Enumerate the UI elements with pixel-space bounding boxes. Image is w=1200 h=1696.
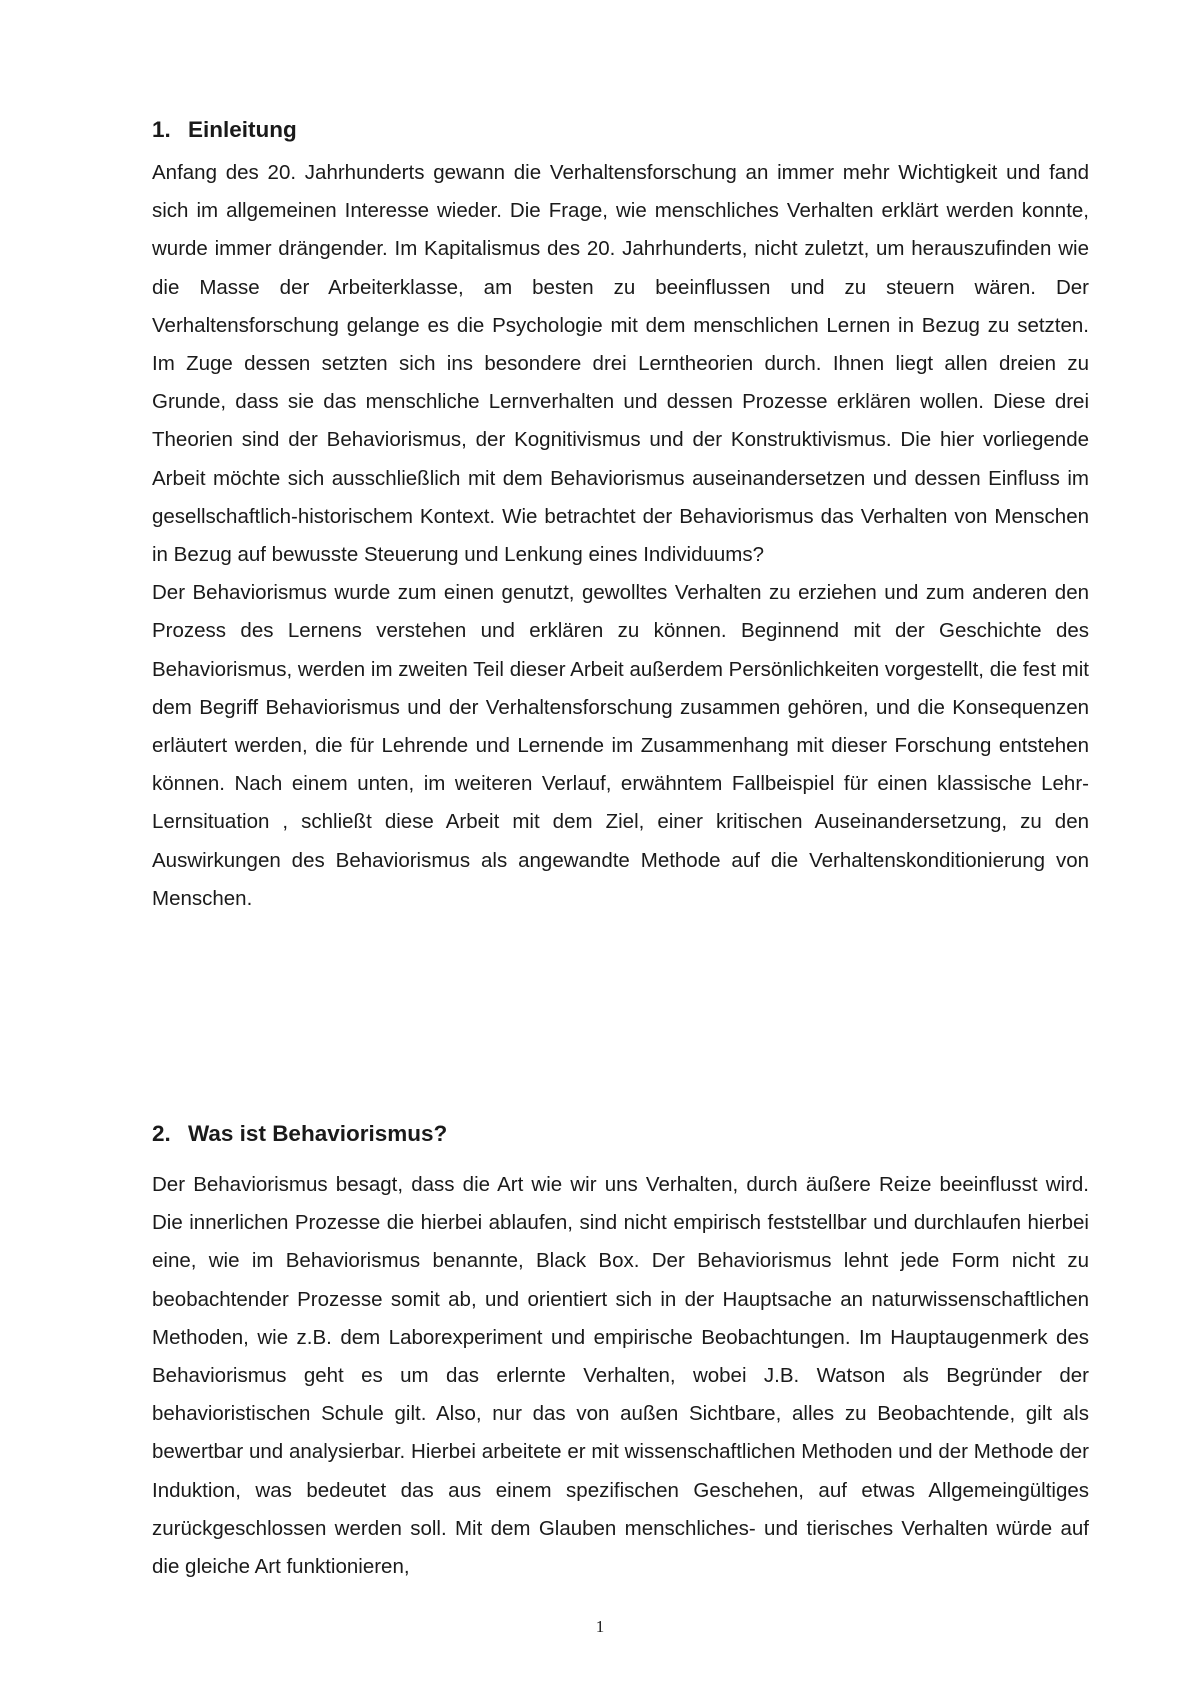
section-title: Was ist Behaviorismus? — [188, 1121, 448, 1146]
paragraph: Der Behaviorismus wurde zum einen genutzt, gewolltes Verhalten zu erziehen und zum anderen den Prozess des Lernens verstehen und erklären zu können. Beginnend mit der Geschichte des Behaviorismus, werden im zweiten Teil dieser Arbeit außerdem Persönlichkeiten vorgestellt, die fest mit dem Begriff Behaviorismus und der Verhaltensforschung zusammen gehören, und die Konsequenzen erläutert werden, die für Lehrende und Lernende im Zusammenhang mit dieser Forschung entstehen können. Nach einem unten, im weiteren Verlauf, erwähntem Fallbeispiel für einen klassische Lehr-Lernsituation , schließt diese Arbeit mit dem Ziel, einer kritischen Auseinandersetzung, zu den Auswirkungen des Behaviorismus als angewandte Methode auf die Verhaltenskonditionierung von Menschen. — [152, 581, 1089, 910]
section-number: 1. — [152, 117, 171, 142]
section-number: 2. — [152, 1121, 171, 1146]
page-number: 1 — [595, 1617, 605, 1636]
paragraph: Der Behaviorismus besagt, dass die Art wie wir uns Verhalten, durch äußere Reize beeinflusst wird. Die innerlichen Prozesse die hierbei ablaufen, sind nicht empirisch feststellbar und durchlaufen hierbei eine, wie im Behaviorismus benannte, Black Box. Der Behaviorismus lehnt jede Form nicht zu beobachtender Prozesse somit ab, und orientiert sich in der Hauptsache an naturwissenschaftlichen Methoden, wie z.B. dem Laborexperiment und empirische Beobachtungen. Im Hauptaugenmerk des Behaviorismus geht es um das erlernte Verhalten, wobei J.B. Watson als Begründer der behavioristischen Schule gilt. Also, nur das von außen Sichtbare, alles zu Beobachtende, gilt als bewertbar und analysierbar. Hierbei arbeitete er mit wissenschaftlichen Methoden und der Methode der Induktion, was bedeutet das aus einem spezifischen Geschehen, auf etwas Allgemeingültiges zurückgeschlossen werden soll. Mit dem Glauben menschliches- und tierisches Verhalten würde auf die gleiche Art funktionieren, — [152, 1173, 1089, 1579]
section-introduction — [152, 112, 1089, 918]
section-behaviorism — [152, 1116, 1089, 1586]
section-heading — [152, 1116, 1089, 1152]
paragraph: Anfang des 20. Jahrhunderts gewann die Verhaltensforschung an immer mehr Wichtigkeit und fand sich im allgemeinen Interesse wieder. Die Frage, wie menschliches Verhalten erklärt werden konnte, wurde immer drängender. Im Kapitalismus des 20. Jahrhunderts, nicht zuletzt, um herauszufinden wie die Masse der Arbeiterklasse, am besten zu beeinflussen und zu steuern wären. Der Verhaltensforschung gelange es die Psychologie mit dem menschlichen Lernen in Bezug zu setzten. Im Zuge dessen setzten sich ins besondere drei Lerntheorien durch. Ihnen liegt allen dreien zu Grunde, dass sie das menschliche Lernverhalten und dessen Prozesse erklären wollen. Diese drei Theorien sind der Behaviorismus, der Kognitivismus und der Konstruktivismus. Die hier vorliegende Arbeit möchte sich ausschließlich mit dem Behaviorismus auseinandersetzen und dessen Einfluss im gesellschaftlich-historischem Kontext. Wie betrachtet der Behaviorismus das Verhalten von Menschen in Bezug auf bewusste Steuerung und Lenkung eines Individuums? — [152, 161, 1089, 567]
section-title: Einleitung — [188, 117, 297, 142]
section-heading — [152, 112, 1089, 148]
